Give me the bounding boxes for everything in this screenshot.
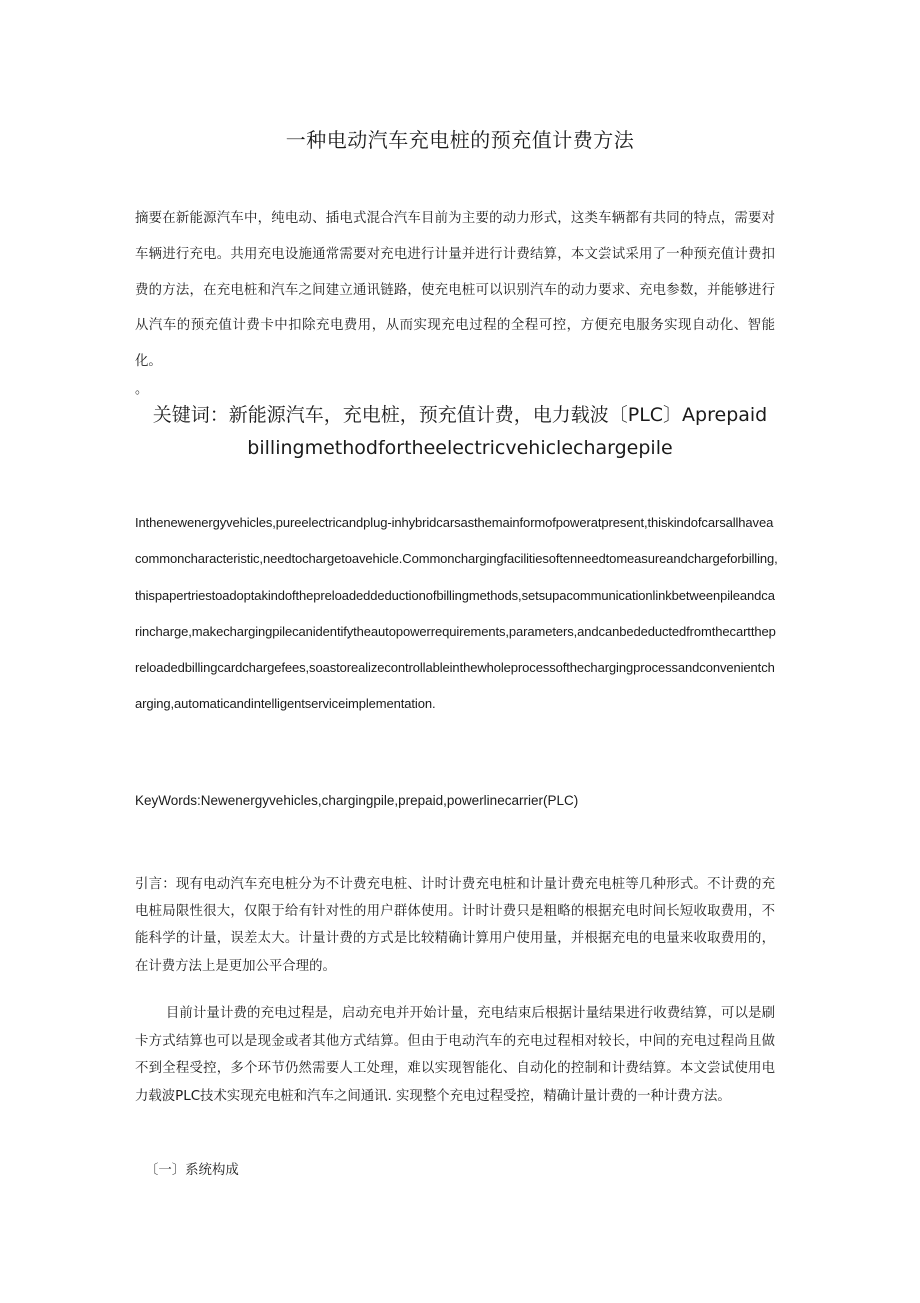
chinese-abstract: 摘要在新能源汽车中，纯电动、插电式混合汽车目前为主要的动力形式，这类车辆都有共同的特点，需要对车辆进行充电。共用充电设施通常需要对充电进行计量并进行计费结算，本文尝试采用了一种预充值计费扣费的方法，在充电桩和汽车之间建立通讯链路，使充电桩可以识别汽车的动力要求、充电参数，并能够进行从汽车的预充值计费卡中扣除充电费用，从而实现充电过程的全程可控，方便充电服务实现自动化、智能化。 <box>135 211 775 370</box>
section-heading: 〔一〕系统构成 <box>145 1163 239 1178</box>
chinese-keywords-and-english-title: 关键词：新能源汽车，充电桩，预充值计费，电力载波〔PLC〕Aprepaid billingmethodfortheelectricvehiclechargepile <box>152 404 768 459</box>
english-abstract: Inthenewenergyvehicles,pureelectricandplug-inhybridcarsasthemainformofpoweratpresent,thiskindofcarsallhaveacommoncharacteristic,needtochargetoavehicle.Commonchargingfacilitiesoftenneedtomeasureandchargeforbilling,thispapertriestoadoptakindofthepreloadeddeductionofbillingmethods,setsupacommunicationlinkbetweenpileandcarincharge,makechargingpilecanidentifytheautopowerrequirements,parameters,andcanbedeductedfromthecartthepreloadedbillingcardchargefees,soastorealizecontrollableinthewholeprocessofthechargingprocessandconvenientcharging,automaticandintelligentserviceimplementation. <box>135 515 778 712</box>
stray-punctuation: 。 <box>135 382 149 397</box>
introduction-paragraph: 引言：现有电动汽车充电桩分为不计费充电桩、计时计费充电桩和计量计费充电桩等几种形式。不计费的充电桩局限性很大，仅限于给有针对性的用户群体使用。计时计费只是粗略的根据充电时间长短收取费用，不能科学的计量，误差太大。计量计费的方式是比较精确计算用户使用量，并根据充电的电量来收取费用的，在计费方法上是更加公平合理的。 <box>135 877 775 974</box>
english-keywords: KeyWords:Newenergyvehicles,chargingpile,prepaid,powerlinecarrier(PLC) <box>135 793 579 808</box>
body-paragraph: 目前计量计费的充电过程是，启动充电并开始计量，充电结束后根据计量结果进行收费结算，可以是刷卡方式结算也可以是现金或者其他方式结算。但由于电动汽车的充电过程相对较长，中间的充电过程尚且做不到全程受控，多个环节仍然需要人工处理，难以实现智能化、自动化的控制和计费结算。本文尝试使用电力载波PLC技术实现充电桩和汽车之间通讯. 实现整个充电过程受控，精确计量计费的一种计费方法。 <box>135 1006 775 1104</box>
document-title: 一种电动汽车充电桩的预充值计费方法 <box>285 128 635 152</box>
